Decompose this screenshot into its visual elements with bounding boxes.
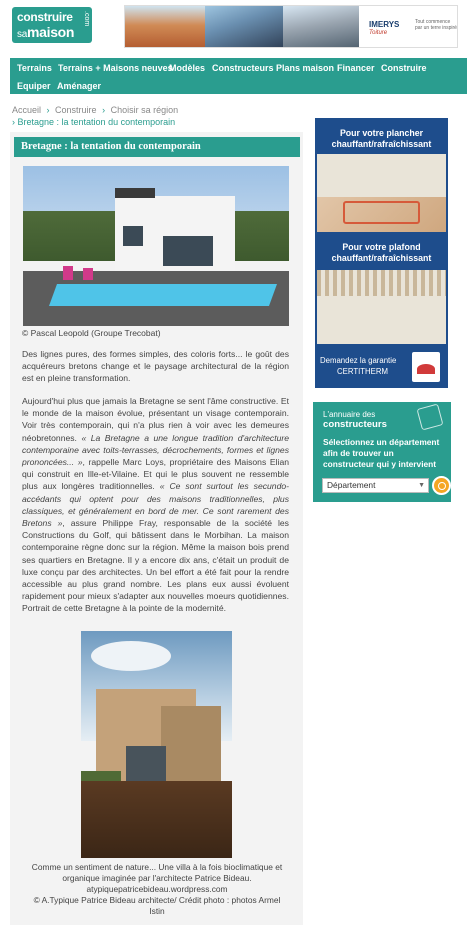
article-photo-villa	[81, 631, 232, 858]
ad-image-ceiling	[317, 270, 446, 344]
banner-photo-house	[205, 6, 283, 48]
breadcrumb-chevron-icon: ›	[12, 117, 18, 127]
breadcrumb	[12, 105, 181, 115]
photo2-caption-line1: Comme un sentiment de nature... Une villa à la fois bioclimatique et	[31, 862, 283, 872]
photo2-caption-link[interactable]: atypiquepatricebideau.wordpress.com	[86, 884, 228, 894]
article-intro: Des lignes pures, des formes simples, des coloris forts... le goût des acquéreurs bretons change et le paysage architectural de la région est en pleine transformation.	[22, 349, 289, 384]
annuaire-description: Sélectionnez un département afin de trouver un constructeur qui y intervient	[323, 437, 440, 469]
ad-heading-plancher: Pour votre plancher chauffant/rafraîchissant	[331, 128, 432, 149]
main-nav	[10, 58, 467, 94]
photo2-caption-line2: organique imaginée par l'architecte Patrice Bideau.	[62, 873, 252, 883]
logo-line2	[17, 24, 74, 40]
nav-item-equiper[interactable]: Equiper	[17, 81, 51, 91]
ad-cta-line2: CERTITHERM	[337, 367, 388, 376]
article-body	[22, 395, 289, 615]
banner-photo-roof	[125, 6, 205, 48]
search-button[interactable]	[432, 476, 451, 495]
banner-brand-sub: Toiture	[369, 30, 388, 36]
banner-brand: IMERYS	[369, 20, 400, 29]
nav-item-terrains[interactable]: Terrains	[17, 63, 52, 73]
breadcrumb-accueil[interactable]: Accueil	[12, 105, 42, 115]
departement-select[interactable]	[322, 478, 429, 493]
article-quote1: « La Bretagne a une longue tradition d'architecture contemporaine avec toits-terrasses, décrochements, formes et lignes prononcées... »	[22, 432, 290, 468]
article-quote2: « Ce sont surtout les secundo-accédants qui optent pour des maisons traditionnelles, plus classiques, et généralement en bord de mer. Ce sont rarement des Bretons »	[22, 481, 289, 529]
nav-item-amenager[interactable]: Aménager	[57, 81, 102, 91]
ad-heading-plafond: Pour votre plafond chauffant/rafraîchissant	[331, 242, 432, 263]
chevron-down-icon: ▼	[418, 482, 425, 489]
breadcrumb-construire[interactable]: Construire	[55, 105, 97, 115]
departement-select-value: Département	[327, 480, 376, 490]
article-body-p2: , rappelle Marc Loys, propriétaire des Maisons Elian qui construit en Ille-et-Vilaine. Et qui le plus souvent ne ressemble plus aux longères traditionnelles.	[22, 457, 289, 492]
article-photo-pool-house	[23, 166, 289, 326]
site-logo[interactable]	[12, 7, 92, 43]
nav-item-modeles[interactable]: Modèles	[169, 63, 206, 73]
article-title: Bretagne : la tentation du contemporain	[14, 137, 300, 157]
logo-maison: maison	[26, 24, 75, 40]
breadcrumb-separator: ›	[102, 105, 106, 115]
banner-photo-tiles	[283, 6, 359, 48]
breadcrumb-current-label: Bretagne : la tentation du contemporain	[17, 117, 176, 127]
certitherm-logo-icon	[412, 352, 440, 382]
article-body-p3: , assure Philippe Fray, responsable de la société les Constructions du Golf, qui bâtissent dans le Morbihan. La maison contemporaine règne donc sur la région. Même la maison bois prend ses quartiers en Bretagne. Il y a encore dix ans, c'était un produit de luxe conçu par des architectes. Un bel effort a été fait pour la rendre accessible au plus grand nombre. Les plans eux aussi évoluent rapidement pour mieux s'adapter aux nouvelles moeurs quotidiennes. Portrait de cette Bretagne à la pointe de la modernité.	[22, 518, 289, 614]
nav-item-constructeurs[interactable]: Constructeurs	[212, 63, 274, 73]
breadcrumb-separator: ›	[46, 105, 50, 115]
logo-dotcom: .com	[83, 11, 90, 27]
banner-tagline: Tout commence par un terre inspiré	[415, 19, 457, 31]
header-banner-ad[interactable]	[124, 5, 458, 48]
nav-item-construire[interactable]: Construire	[381, 63, 427, 73]
logo-line1: construire	[17, 10, 73, 24]
nav-item-terrains-maisons[interactable]: Terrains + Maisons neuves	[58, 63, 173, 73]
annuaire-title: constructeurs	[323, 419, 387, 430]
ad-cta-certitherm[interactable]	[315, 348, 444, 386]
ad-cta-line1: Demandez la garantie	[320, 356, 397, 365]
breadcrumb-current	[12, 117, 175, 127]
photo1-caption: © Pascal Leopold (Groupe Trecobat)	[22, 328, 161, 338]
photo2-caption-credit-2: Istin	[149, 906, 165, 916]
ad-image-floor	[317, 154, 446, 232]
photo2-caption-credit: © A.Typique Patrice Bideau architecte/ Crédit photo : photos Armel	[33, 895, 281, 905]
annuaire-constructeurs	[313, 402, 451, 502]
annuaire-small: L'annuaire des	[323, 410, 376, 419]
nav-item-financer[interactable]: Financer	[337, 63, 375, 73]
logo-sa: sa	[17, 29, 27, 40]
article-body-p1: Aujourd'hui plus que jamais la Bretagne se sent l'âme constructive. Et le monde de la maison évolue, présentant un visage contemporain. Voir très contemporain, qui n'a plus rien à voir avec les demeures néobretonnes.	[22, 396, 289, 443]
nav-item-plans[interactable]: Plans maison	[276, 63, 335, 73]
book-icon	[417, 404, 444, 431]
breadcrumb-region[interactable]: Choisir sa région	[110, 105, 179, 115]
